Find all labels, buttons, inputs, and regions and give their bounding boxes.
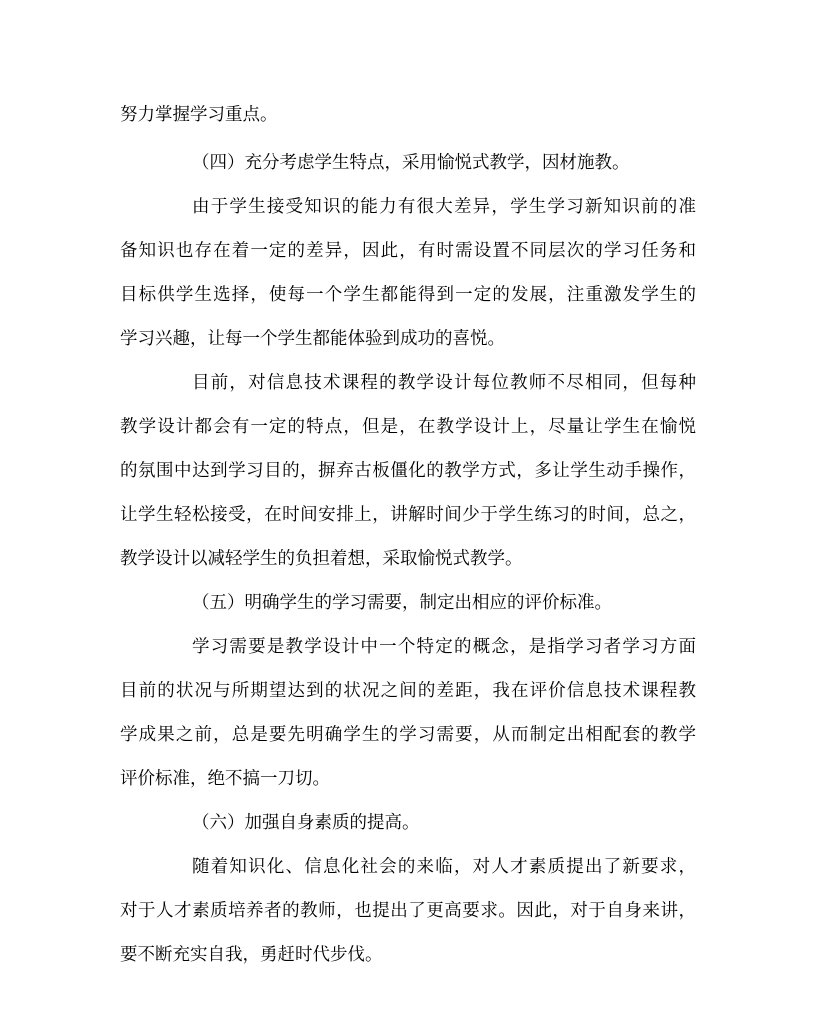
text-line: 学习需要是教学设计中一个特定的概念，是指学习者学习方面: [192, 637, 696, 657]
text-line: 努力掌握学习重点。: [120, 105, 278, 125]
text-line: 学成果之前，总是要先明确学生的学习需要，从而制定出相配套的教学: [120, 725, 696, 745]
text-line: 教学设计都会有一定的特点，但是，在教学设计上，尽量让学生在愉悦: [120, 417, 696, 437]
text-line: 目前的状况与所期望达到的状况之间的差距，我在评价信息技术课程教: [120, 681, 696, 701]
section-heading: （四）充分考虑学生特点，采用愉悦式教学，因材施教。: [192, 153, 630, 173]
section-heading: （六）加强自身素质的提高。: [192, 813, 420, 833]
section-heading: （五）明确学生的学习需要，制定出相应的评价标准。: [192, 593, 612, 613]
text-line: 对于人才素质培养者的教师，也提出了更高要求。因此，对于自身来讲，: [120, 901, 696, 921]
text-line: 教学设计以减轻学生的负担着想，采取愉悦式教学。: [120, 549, 523, 569]
text-line: 由于学生接受知识的能力有很大差异，学生学习新知识前的准: [192, 197, 696, 217]
text-line: 随着知识化、信息化社会的来临，对人才素质提出了新要求，: [192, 857, 696, 877]
text-line: 评价标准，绝不搞一刀切。: [120, 769, 330, 789]
text-line: 的氛围中达到学习目的，摒弃古板僵化的教学方式，多让学生动手操作，: [120, 461, 696, 481]
text-line: 学习兴趣，让每一个学生都能体验到成功的喜悦。: [120, 329, 505, 349]
text-line: 备知识也存在着一定的差异，因此，有时需设置不同层次的学习任务和: [120, 241, 696, 261]
text-line: 要不断充实自我，勇赶时代步伐。: [120, 945, 383, 965]
text-line: 目标供学生选择，使每一个学生都能得到一定的发展，注重激发学生的: [120, 285, 696, 305]
text-line: 让学生轻松接受，在时间安排上，讲解时间少于学生练习的时间，总之，: [120, 505, 696, 525]
text-line: 目前，对信息技术课程的教学设计每位教师不尽相同，但每种: [192, 373, 696, 393]
